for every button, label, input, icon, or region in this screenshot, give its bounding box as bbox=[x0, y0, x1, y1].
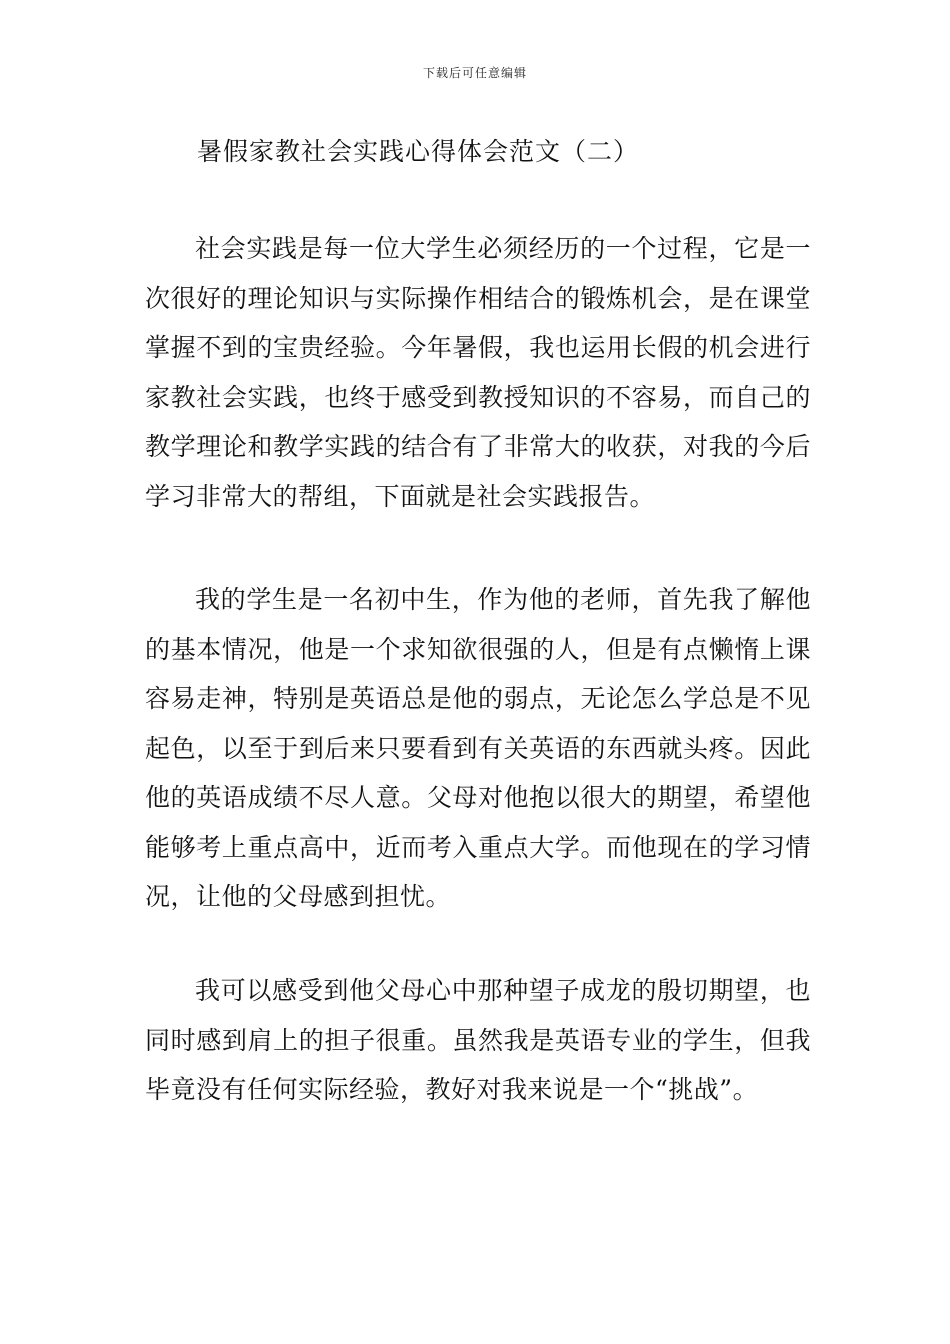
paragraph-3: 我可以感受到他父母心中那种望子成龙的殷切期望，也同时感到肩上的担子很重。虽然我是英语专业的学生，但我毕竟没有任何实际经验，教好对我来说是一个“挑战”。 bbox=[145, 976, 811, 1104]
paragraph-2: 我的学生是一名初中生，作为他的老师，首先我了解他的基本情况，他是一个求知欲很强的人，但是有点懒惰上课容易走神，特别是英语总是他的弱点，无论怎么学总是不见起色，以至于到后来只要看到有关英语的东西就头疼。因此他的英语成绩不尽人意。父母对他抱以很大的期望，希望他能够考上重点高中，近而考入重点大学。而他现在的学习情况，让他的父母感到担忧。 bbox=[145, 585, 811, 911]
page-header-note: 下载后可任意编辑 bbox=[422, 66, 527, 80]
paragraph-1: 社会实践是每一位大学生必须经历的一个过程，它是一次很好的理论知识与实际操作相结合的锻炼机会，是在课堂掌握不到的宝贵经验。今年暑假，我也运用长假的机会进行家教社会实践，也终于感受到教授知识的不容易，而自己的教学理论和教学实践的结合有了非常大的收获，对我的今后学习非常大的帮组，下面就是社会实践报告。 bbox=[145, 234, 811, 511]
document-title: 暑假家教社会实践心得体会范文（二） bbox=[197, 137, 640, 166]
